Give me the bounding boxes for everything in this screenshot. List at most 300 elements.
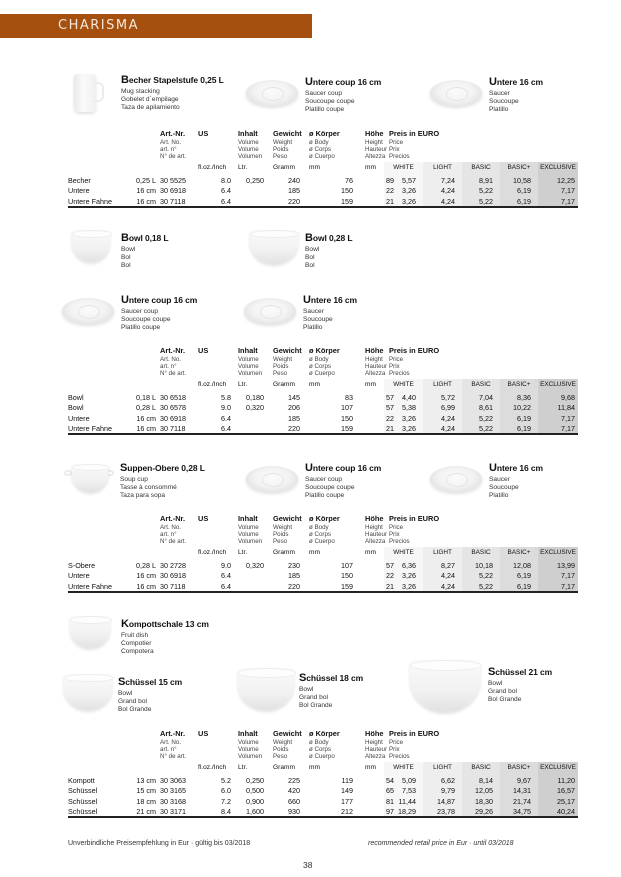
product-image [238, 668, 294, 710]
product-text [299, 672, 363, 711]
cell-weight: 220 [288, 581, 300, 591]
unit-label: Gramm [273, 763, 295, 771]
translation-line: Soucoupe [489, 98, 519, 106]
table-row [68, 195, 578, 206]
cell-price: 5,09 [402, 775, 416, 785]
header-line: Volume [238, 745, 259, 753]
column-header-koerper [309, 347, 340, 377]
translation-line: Taza para sopa [120, 492, 166, 500]
column-header-hoehe [365, 730, 387, 760]
product-title [120, 462, 205, 474]
product-image [246, 466, 298, 492]
product-text [121, 294, 197, 333]
cell-us: 6.4 [221, 424, 231, 433]
cell-art-nr: 30 6518 [160, 392, 186, 402]
product-title [118, 676, 182, 688]
header-line: Volume [238, 145, 259, 153]
header-line: Price [389, 738, 404, 746]
table-bottom-rule [68, 591, 578, 593]
header-line: Gewicht [273, 129, 302, 138]
product-text [120, 462, 205, 501]
translation-line: Bol Grande [488, 696, 522, 704]
header-line: Price [389, 355, 404, 363]
header-line: ø Corps [309, 530, 332, 538]
cell-price: 5,22 [479, 581, 493, 591]
unit-label: mm [309, 763, 320, 771]
table-row [68, 806, 578, 817]
column-header-inhalt [238, 130, 262, 160]
column-header-inhalt [238, 515, 262, 545]
product-text [303, 294, 357, 333]
header-line: Poids [273, 745, 289, 753]
product-image [72, 230, 110, 262]
translation-line: Compotera [121, 648, 154, 656]
product-translations [121, 632, 209, 657]
cell-price: 8,36 [517, 392, 531, 402]
price-level-exclusive: EXCLUSIVE [540, 548, 576, 556]
cell-price: 10,18 [475, 560, 493, 570]
header-line: Altezza [365, 369, 386, 377]
cell-price: 34,75 [513, 807, 531, 816]
cell-price: 5,22 [479, 571, 493, 580]
product-translations [489, 90, 543, 115]
cell-price: 7,24 [441, 175, 455, 185]
cell-body: 149 [341, 786, 353, 795]
header-line: Preis in EURO [389, 514, 440, 523]
cell-height: 21 [386, 581, 394, 591]
product-title [121, 294, 197, 306]
header-line: Hauteur [365, 362, 388, 370]
translation-line: Saucer [303, 308, 324, 315]
product-title-rest: ompottschale 13 cm [128, 619, 209, 629]
cell-body: 119 [341, 775, 353, 785]
cell-size: 0,28 L [136, 560, 156, 570]
header-line: US [198, 514, 209, 523]
product-title-rest: chüssel 15 cm [125, 677, 183, 687]
cell-price: 13,99 [557, 560, 575, 570]
header-line: Poids [273, 145, 289, 153]
product-title-initial: S [299, 672, 307, 684]
header-line: ø Cuerpo [309, 369, 335, 377]
page-number: 38 [303, 860, 313, 870]
column-header-art_nr [160, 515, 186, 545]
product-title-initial: U [489, 462, 497, 474]
product-photo [236, 668, 306, 718]
translation-line: Platillo coupe [121, 324, 161, 332]
cell-height: 22 [386, 413, 394, 423]
cell-weight: 660 [288, 796, 300, 806]
header-line: ø Körper [309, 346, 340, 355]
column-header-art_nr [160, 130, 186, 160]
cell-price: 4,24 [441, 413, 455, 423]
product-title-initial: U [303, 294, 311, 306]
cell-price: 6,19 [517, 571, 531, 580]
cell-price: 5,38 [402, 403, 416, 412]
cell-height: 97 [386, 807, 394, 816]
header-line: ø Body [309, 738, 329, 746]
product-title-rest: ntere 16 cm [310, 295, 358, 305]
header-line: Preis in EURO [389, 729, 440, 738]
unit-label: mm [365, 763, 376, 771]
product-translations [120, 476, 205, 501]
cell-body: 150 [341, 571, 353, 580]
header-line: Height [365, 523, 383, 531]
cell-name: S-Obere [68, 560, 96, 570]
translation-line: Taza de apilamiento [121, 104, 180, 112]
table-bottom-rule [68, 206, 578, 208]
product-translations [118, 690, 182, 715]
table-header [68, 730, 578, 762]
header-line: Prix [389, 145, 400, 153]
column-header-gewicht [273, 515, 302, 545]
price-level-white: WHITE [393, 380, 414, 388]
header-line: Weight [273, 738, 293, 746]
product-title-initial: B [121, 74, 129, 86]
column-header-preis [389, 730, 439, 760]
cell-name: Untere [68, 413, 90, 423]
cell-price: 7,17 [561, 571, 575, 580]
cell-art-nr: 30 6918 [160, 413, 186, 423]
price-level-basic-plus: BASIC+ [507, 163, 531, 171]
cell-art-nr: 30 6918 [160, 186, 186, 195]
header-line: Peso [273, 369, 288, 377]
header-line: ø Körper [309, 514, 340, 523]
cell-body: 159 [341, 581, 353, 591]
cell-us: 9.0 [221, 560, 231, 570]
translation-line: Compotier [121, 640, 152, 648]
product-image [430, 466, 482, 492]
cell-us: 6.0 [221, 786, 231, 795]
cell-weight: 930 [288, 807, 300, 816]
cell-volume: 0,320 [246, 560, 264, 570]
column-header-us [198, 515, 208, 524]
cell-weight: 220 [288, 424, 300, 433]
cell-height: 21 [386, 424, 394, 433]
header-line: N° de art. [160, 369, 187, 377]
unit-label: Ltr. [238, 380, 248, 388]
header-line: Poids [273, 530, 289, 538]
product-title [488, 666, 552, 678]
unit-label: Ltr. [238, 163, 248, 171]
column-header-gewicht [273, 130, 302, 160]
translation-line: Saucer coup [121, 308, 159, 315]
cell-height: 65 [386, 786, 394, 795]
cell-price: 3,26 [402, 413, 416, 423]
product-title-rest: echer Stapelstufe 0,25 L [128, 75, 224, 85]
cell-price: 6,19 [517, 196, 531, 206]
translation-line: Bol Grande [118, 706, 152, 714]
cell-price: 3,26 [402, 196, 416, 206]
cell-price: 3,26 [402, 571, 416, 580]
column-header-gewicht [273, 347, 302, 377]
cell-weight: 220 [288, 196, 300, 206]
cell-size: 16 cm [136, 424, 156, 433]
translation-line: Tasse à consommé [120, 484, 177, 492]
product-title [121, 232, 168, 244]
translation-line: Bowl [299, 686, 314, 693]
header-line: Hauteur [365, 745, 388, 753]
spec-price-table [68, 130, 578, 206]
cell-height: 57 [386, 403, 394, 412]
cell-name: Untere Fahne [68, 196, 112, 206]
header-line: Höhe [365, 129, 384, 138]
cell-height: 89 [386, 175, 394, 185]
product-title [305, 232, 352, 244]
cell-price: 4,24 [441, 581, 455, 591]
cell-body: 150 [341, 413, 353, 423]
cell-name: Kompott [68, 775, 95, 785]
header-line: Height [365, 138, 383, 146]
product-text [489, 462, 543, 501]
header-line: N° de art. [160, 537, 187, 545]
price-level-exclusive: EXCLUSIVE [540, 380, 576, 388]
translation-line: Bol [305, 262, 315, 270]
cell-price: 10,58 [513, 175, 531, 185]
price-level-basic-plus: BASIC+ [507, 763, 531, 771]
unit-label: mm [309, 163, 320, 171]
column-header-art_nr [160, 347, 186, 377]
cell-size: 0,28 L [136, 403, 156, 412]
header-line: Price [389, 523, 404, 531]
header-line: Altezza [365, 152, 386, 160]
product-text [489, 76, 543, 115]
cell-price: 4,40 [402, 392, 416, 402]
header-line: Height [365, 738, 383, 746]
product-translations [305, 246, 352, 271]
product-title-rest: uppen-Obere 0,28 L [127, 463, 205, 473]
column-header-koerper [309, 730, 340, 760]
product-title [489, 462, 543, 474]
translation-line: Bowl [121, 246, 136, 253]
price-level-basic: BASIC [471, 380, 491, 388]
product-title-rest: ntere 16 cm [496, 77, 544, 87]
product-image [244, 298, 296, 324]
spec-price-table [68, 730, 578, 816]
product-text [121, 74, 224, 113]
product-title-initial: B [121, 232, 129, 244]
product-image [74, 74, 96, 112]
cell-price: 8,27 [441, 560, 455, 570]
product-title-initial: U [305, 462, 313, 474]
header-line: Gewicht [273, 729, 302, 738]
cell-size: 16 cm [136, 571, 156, 580]
product-translations [121, 88, 224, 113]
column-header-art_nr [160, 730, 186, 760]
cell-price: 5,22 [479, 186, 493, 195]
cell-price: 6,19 [517, 424, 531, 433]
header-line: Prix [389, 362, 400, 370]
column-header-preis [389, 130, 439, 160]
unit-label: mm [365, 548, 376, 556]
unit-label: fl.oz./Inch [198, 163, 227, 171]
cell-price: 12,25 [557, 175, 575, 185]
table-row [68, 412, 578, 423]
translation-line: Grand bol [488, 688, 517, 696]
header-line: Poids [273, 362, 289, 370]
header-line: Höhe [365, 729, 384, 738]
cell-weight: 185 [288, 186, 300, 195]
unit-label: fl.oz./Inch [198, 763, 227, 771]
header-line: Art.-Nr. [160, 129, 186, 138]
header-line: Precios [389, 369, 410, 377]
header-line: Gewicht [273, 514, 302, 523]
price-level-basic-plus: BASIC+ [507, 380, 531, 388]
header-line: art. n° [160, 530, 177, 538]
product-title-initial: S [118, 676, 126, 688]
header-line: US [198, 346, 209, 355]
table-row [68, 174, 578, 185]
table-row [68, 185, 578, 196]
cell-price: 8,91 [479, 175, 493, 185]
product-title-initial: K [121, 618, 129, 630]
cell-weight: 230 [288, 560, 300, 570]
translation-line: Bol [121, 254, 131, 262]
cell-price: 5,57 [402, 175, 416, 185]
column-header-hoehe [365, 515, 387, 545]
cell-us: 6.4 [221, 581, 231, 591]
price-level-light: LIGHT [433, 380, 452, 388]
translation-line: Bowl [118, 690, 133, 697]
product-text [121, 618, 209, 657]
translation-line: Platillo [489, 106, 509, 114]
header-line: ø Cuerpo [309, 752, 335, 760]
cell-art-nr: 30 3171 [160, 807, 186, 816]
price-level-light: LIGHT [433, 548, 452, 556]
cell-us: 6.4 [221, 571, 231, 580]
cell-size: 18 cm [136, 796, 156, 806]
cell-price: 6,62 [441, 775, 455, 785]
header-line: Art. No. [160, 738, 181, 746]
cell-price: 7,17 [561, 196, 575, 206]
price-level-basic: BASIC [471, 763, 491, 771]
units-row [68, 379, 578, 391]
header-line: ø Body [309, 138, 329, 146]
translation-line: Bol Grande [299, 702, 333, 710]
cell-volume: 1,600 [246, 807, 264, 816]
product-title [305, 76, 381, 88]
cell-name: Bowl [68, 403, 84, 412]
cell-price: 11,44 [398, 796, 416, 806]
column-header-us [198, 347, 208, 356]
cell-body: 159 [341, 196, 353, 206]
column-header-hoehe [365, 130, 387, 160]
price-level-white: WHITE [393, 548, 414, 556]
cell-us: 5.2 [221, 775, 231, 785]
cell-price: 8,61 [479, 403, 493, 412]
product-title-initial: S [488, 666, 496, 678]
product-title-initial: U [489, 76, 497, 88]
header-line: Höhe [365, 346, 384, 355]
cell-size: 16 cm [136, 186, 156, 195]
header-line: Precios [389, 752, 410, 760]
header-line: Inhalt [238, 729, 258, 738]
product-title-initial: S [120, 462, 128, 474]
cell-price: 12,05 [475, 786, 493, 795]
cell-weight: 420 [288, 786, 300, 795]
cell-size: 16 cm [136, 196, 156, 206]
header-line: ø Body [309, 523, 329, 531]
series-title: CHARISMA [58, 18, 139, 33]
header-line: ø Corps [309, 145, 332, 153]
cell-body: 159 [341, 424, 353, 433]
unit-label: fl.oz./Inch [198, 548, 227, 556]
cell-price: 5,72 [441, 392, 455, 402]
product-translations [489, 476, 543, 501]
cell-price: 7,04 [479, 392, 493, 402]
unit-label: mm [309, 380, 320, 388]
product-title-initial: U [121, 294, 129, 306]
cell-us: 7.2 [221, 796, 231, 806]
header-line: Art.-Nr. [160, 514, 186, 523]
header-line: Art.-Nr. [160, 729, 186, 738]
cell-price: 6,19 [517, 413, 531, 423]
cell-price: 29,26 [475, 807, 493, 816]
cell-weight: 145 [288, 392, 300, 402]
cell-price: 4,24 [441, 424, 455, 433]
cell-us: 6.4 [221, 186, 231, 195]
header-line: ø Cuerpo [309, 537, 335, 545]
product-title-initial: U [305, 76, 313, 88]
translation-line: Saucer coup [305, 90, 343, 97]
translation-line: Soucoupe coupe [305, 98, 355, 106]
header-line: ø Corps [309, 745, 332, 753]
cell-price: 5,22 [479, 413, 493, 423]
cell-art-nr: 30 5525 [160, 175, 186, 185]
cell-height: 54 [386, 775, 394, 785]
product-translations [299, 686, 363, 711]
header-line: Gewicht [273, 346, 302, 355]
product-title [305, 462, 381, 474]
header-line: Volumen [238, 537, 263, 545]
product-title [121, 618, 209, 630]
cell-body: 83 [345, 392, 353, 402]
cell-name: Schüssel [68, 786, 98, 795]
translation-line: Platillo coupe [305, 492, 345, 500]
price-level-white: WHITE [393, 163, 414, 171]
footer-right-note: recommended retail price in Eur · until 03/2018 [368, 840, 514, 847]
translation-line: Bol [121, 262, 131, 270]
translation-line: Bol [305, 254, 315, 262]
cell-art-nr: 30 7118 [160, 196, 186, 206]
header-line: Peso [273, 152, 288, 160]
translation-line: Platillo [303, 324, 323, 332]
product-image [70, 616, 110, 648]
cell-price: 5,22 [479, 424, 493, 433]
cell-body: 76 [345, 175, 353, 185]
product-image [410, 660, 480, 712]
price-level-basic: BASIC [471, 548, 491, 556]
table-row [68, 774, 578, 785]
product-image [64, 674, 112, 710]
translation-line: Soucoupe [489, 484, 519, 492]
cell-price: 21,74 [513, 796, 531, 806]
product-title [489, 76, 543, 88]
unit-label: Gramm [273, 163, 295, 171]
translation-line: Soup cup [120, 476, 148, 483]
table-row [68, 423, 578, 434]
product-image [250, 230, 298, 264]
cell-price: 25,17 [557, 796, 575, 806]
product-photo [408, 662, 478, 712]
header-line: Inhalt [238, 129, 258, 138]
translation-line: Saucer [489, 476, 510, 483]
header-line: Volume [238, 738, 259, 746]
cell-weight: 185 [288, 571, 300, 580]
cell-price: 3,26 [402, 581, 416, 591]
translation-line: Soucoupe coupe [121, 316, 171, 324]
cell-art-nr: 30 7118 [160, 581, 186, 591]
table-row [68, 570, 578, 581]
